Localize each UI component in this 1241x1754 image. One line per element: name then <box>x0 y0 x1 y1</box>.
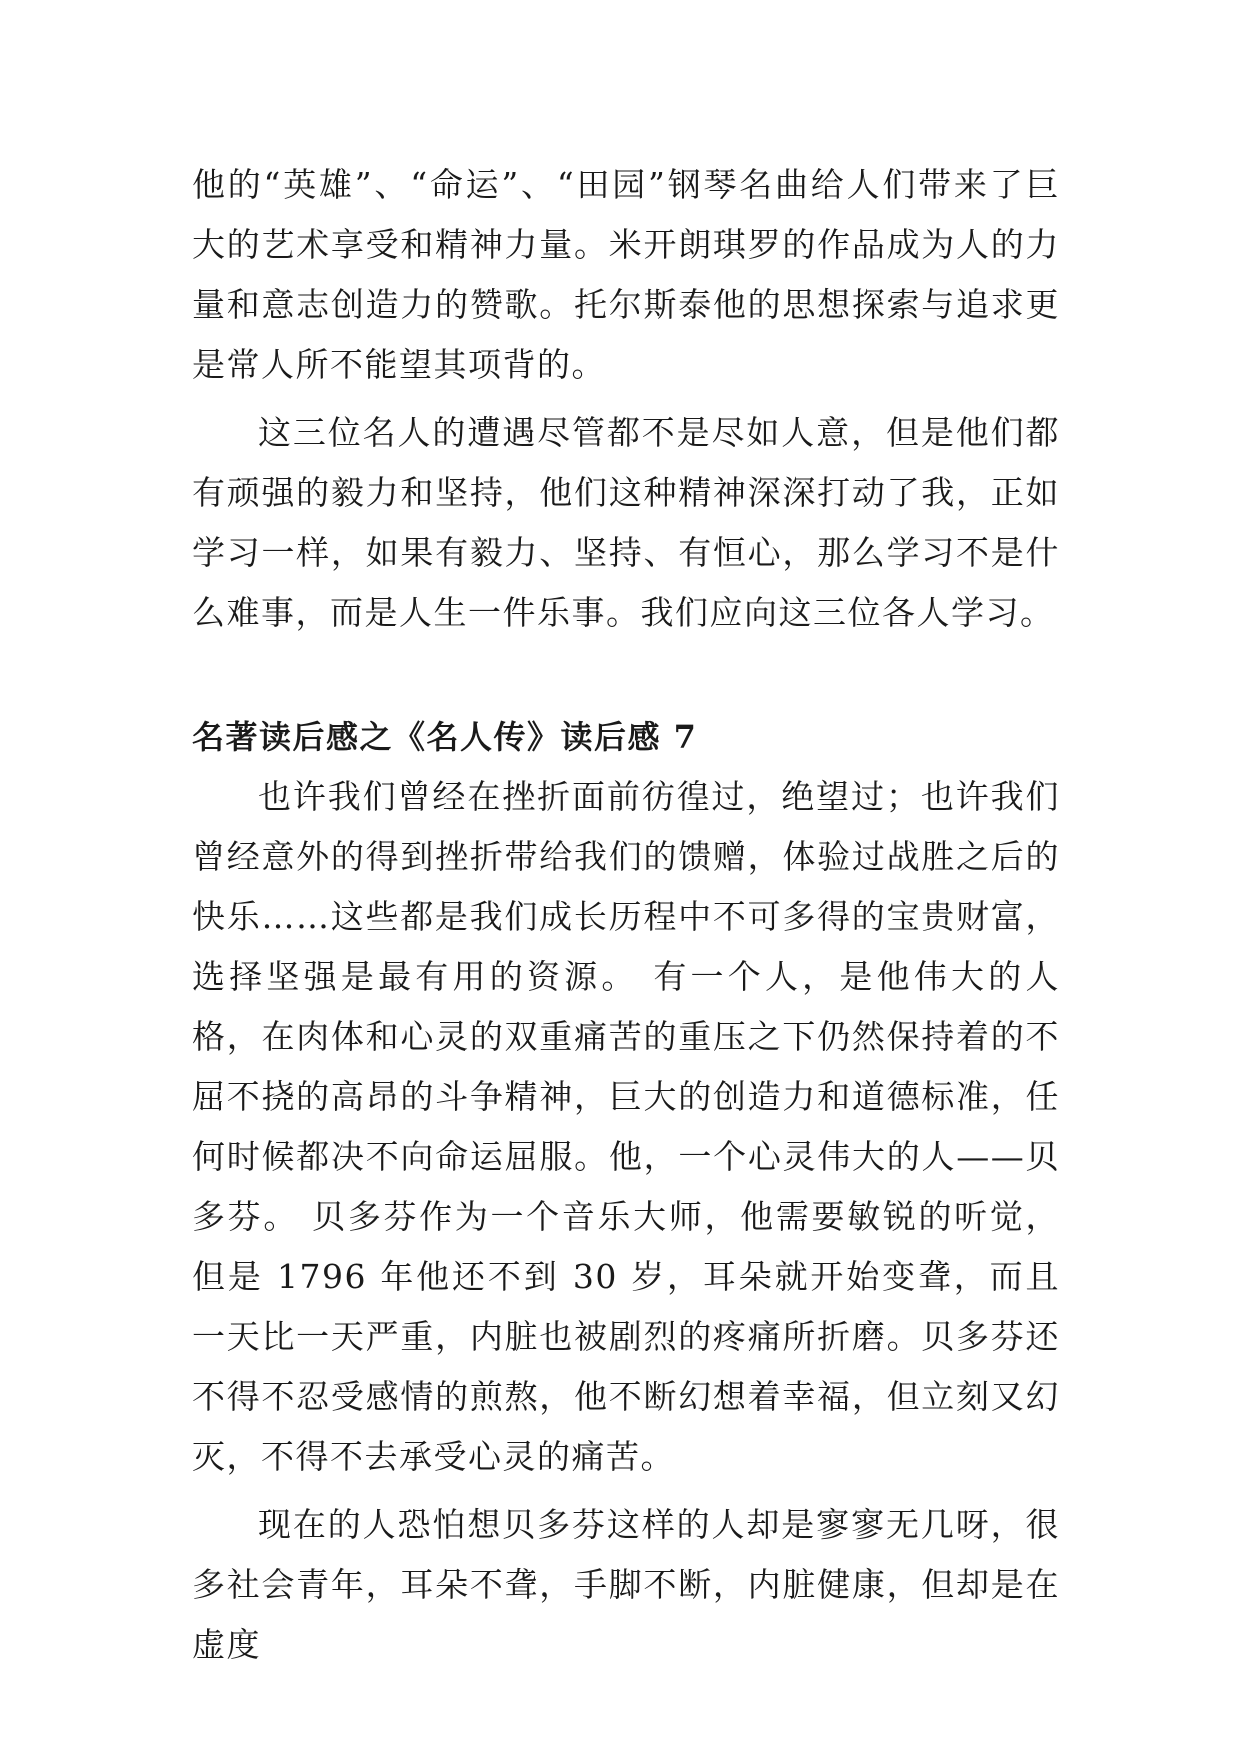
paragraph-continuation: 他的“英雄”、“命运”、“田园”钢琴名曲给人们带来了巨大的艺术享受和精神力量。米开朗琪罗的作品成为人的力量和意志创造力的赞歌。托尔斯泰他的思想探索与追求更是常人所不能望其项背的。 <box>192 165 1060 384</box>
section-heading: 名著读后感之《名人传》读后感 7 <box>192 718 698 756</box>
paragraph-modern-youth: 现在的人恐怕想贝多芬这样的人却是寥寥无几呀，很多社会青年，耳朵不聋，手脚不断，内脏健康，但却是在虚度 <box>192 1505 1060 1664</box>
paragraph-famous-people: 这三位名人的遭遇尽管都不是尽如人意，但是他们都有顽强的毅力和坚持，他们这种精神深深打动了我，正如学习一样，如果有毅力、坚持、有恒心，那么学习不是什么难事，而是人生一件乐事。我们应向这三位各人学习。 <box>192 413 1060 632</box>
document-body <box>192 155 1060 1675</box>
paragraph-beethoven: 也许我们曾经在挫折面前彷徨过，绝望过；也许我们曾经意外的得到挫折带给我们的馈赠，体验过战胜之后的快乐……这些都是我们成长历程中不可多得的宝贵财富，选择坚强是最有用的资源。 有一个人，是他伟大的人格，在肉体和心灵的双重痛苦的重压之下仍然保持着的不屈不挠的高昂的斗争精神，巨大的创造力和道德标准，任何时候都决不向命运屈服。他，一个心灵伟大的人——贝多芬。 贝多芬作为一个音乐大师，他需要敏锐的听觉，但是 1796 年他还不到 30 岁，耳朵就开始变聋，而且一天比一天严重，内脏也被剧烈的疼痛所折磨。贝多芬还不得不忍受感情的煎熬，他不断幻想着幸福，但立刻又幻灭，不得不去承受心灵的痛苦。 <box>192 777 1060 1476</box>
